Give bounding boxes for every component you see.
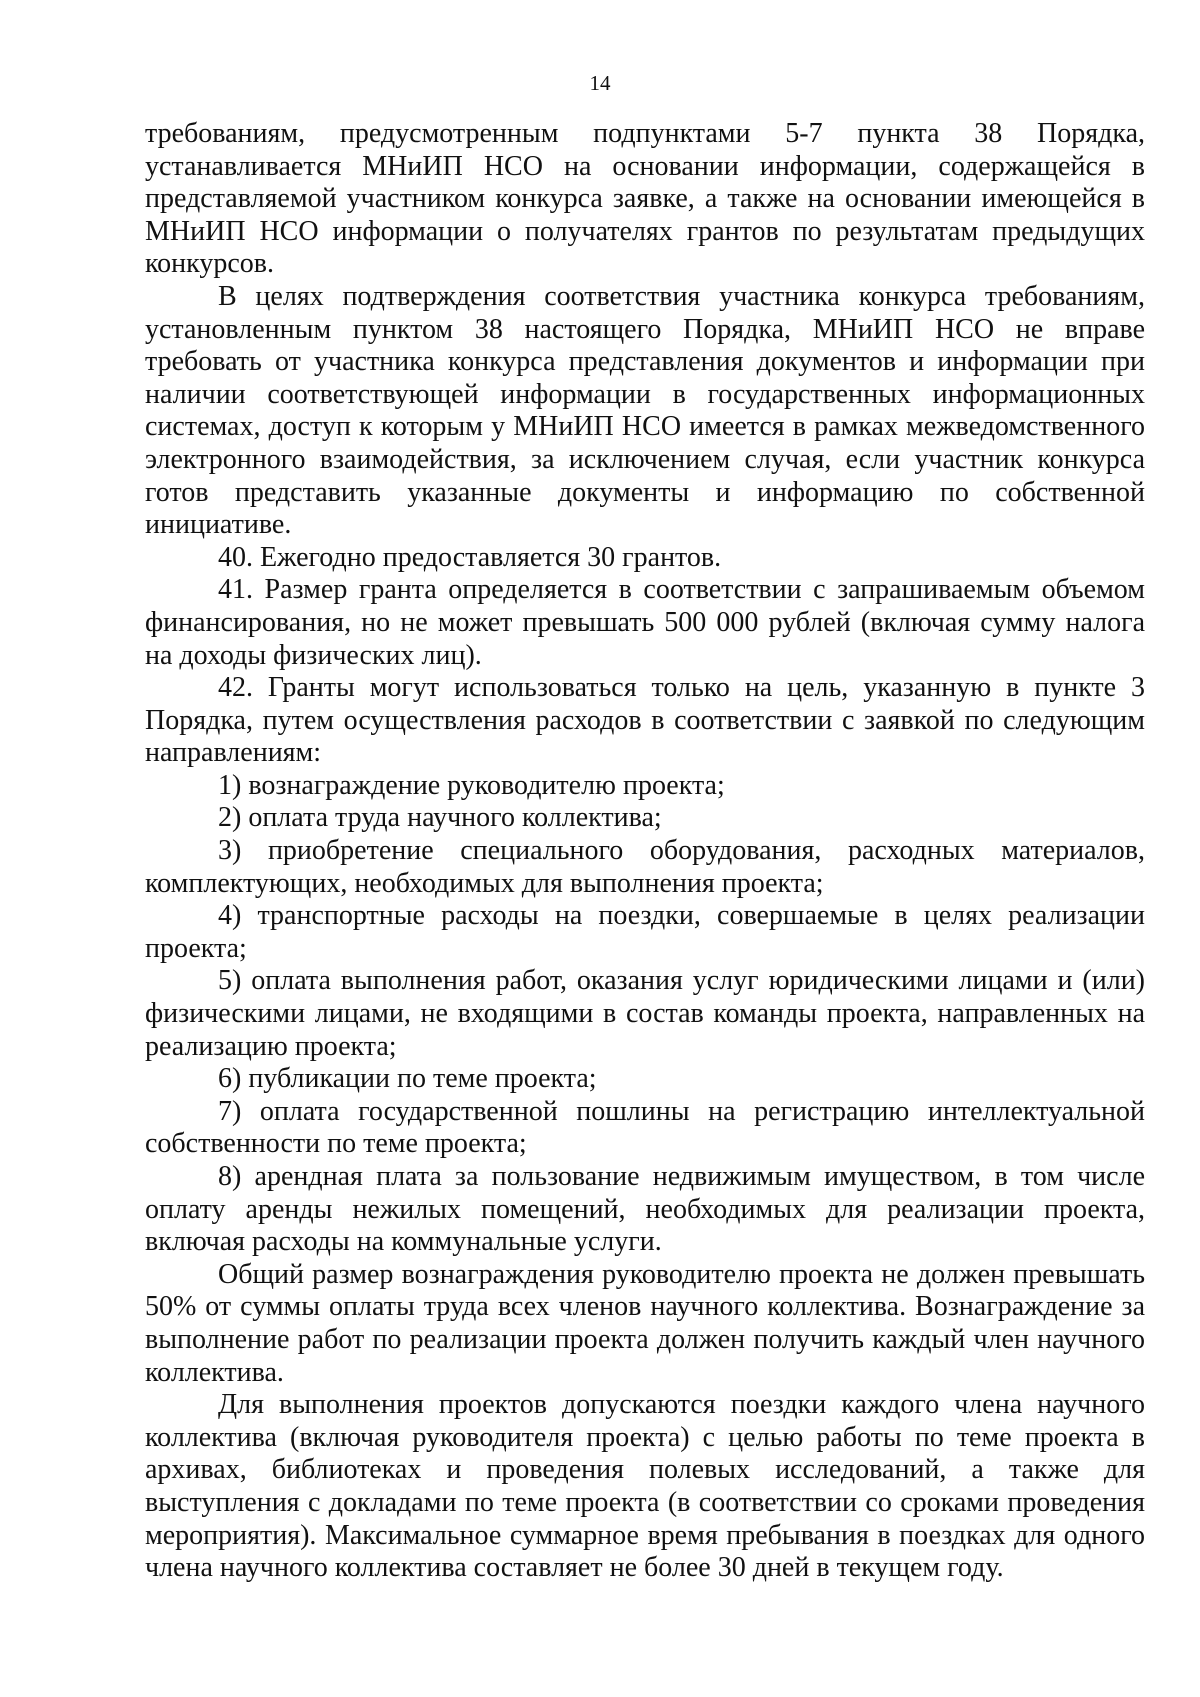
list-item-5: 5) оплата выполнения работ, оказания услуг юридическими лицами и (или) физическими лицами, не входящими в состав команды проекта, направленных на реализацию проекта; [145, 965, 1145, 1062]
clause-41: 41. Размер гранта определяется в соответствии с запрашиваемым объемом финансирования, но не может превышать 500 000 рублей (включая сумму налога на доходы физических лиц). [145, 574, 1145, 671]
list-item-6: 6) публикации по теме проекта; [218, 1063, 597, 1095]
clause-40: 40. Ежегодно предоставляется 30 грантов. [218, 541, 722, 573]
paragraph-remuneration: Общий размер вознаграждения руководителю проекта не должен превышать 50% от суммы оплаты труда всех членов научного коллектива. Вознаграждение за выполнение работ по реализации проекта должен получить каждый член научного коллектива. [145, 1258, 1145, 1388]
list-item-7: 7) оплата государственной пошлины на регистрацию интеллектуальной собственности по теме проекта; [145, 1095, 1145, 1160]
list-item-3: 3) приобретение специального оборудования, расходных материалов, комплектующих, необходимых для выполнения проекта; [145, 835, 1145, 899]
paragraph-continuation: требованиям, предусмотренным подпунктами 5-7 пункта 38 Порядка, устанавливается МНиИП НСО на основании информации, содержащейся в представляемой участником конкурса заявке, а также на основании имеющейся в МНиИП НСО информации о получателях грантов по результатам предыдущих конкурсов. [145, 118, 1145, 280]
paragraph-verification: В целях подтверждения соответствия участника конкурса требованиям, установленным пунктом 38 настоящего Порядка, МНиИП НСО не вправе требовать от участника конкурса представления документов и информации при наличии соответствующей информации в государственных информационных системах, доступ к которым у МНиИП НСО имеется в рамках межведомственного электронного взаимодействия, за исключением случая, если участник конкурса готов представить указанные документы и информацию по собственной инициативе. [145, 280, 1145, 541]
page-number: 14 [589, 71, 611, 95]
list-item-8: 8) арендная плата за пользование недвижимым имуществом, в том числе оплату аренды нежилых помещений, необходимых для реализации проекта, включая расходы на коммунальные услуги. [145, 1161, 1145, 1258]
list-item-1: 1) вознаграждение руководителю проекта; [218, 769, 725, 801]
document-body [145, 118, 1145, 1585]
paragraph-trips: Для выполнения проектов допускаются поездки каждого члена научного коллектива (включая руководителя проекта) с целью работы по теме проекта в архивах, библиотеках и проведения полевых исследований, а также для выступления с докладами по теме проекта (в соответствии со сроками проведения мероприятия). Максимальное суммарное время пребывания в поездках для одного члена научного коллектива составляет не более 30 дней в текущем году. [145, 1389, 1145, 1584]
list-item-2: 2) оплата труда научного коллектива; [218, 802, 662, 834]
clause-42: 42. Гранты могут использоваться только на цель, указанную в пункте 3 Порядка, путем осуществления расходов в соответствии с заявкой по следующим направлениям: [145, 672, 1145, 769]
list-item-4: 4) транспортные расходы на поездки, совершаемые в целях реализации проекта; [145, 900, 1145, 964]
